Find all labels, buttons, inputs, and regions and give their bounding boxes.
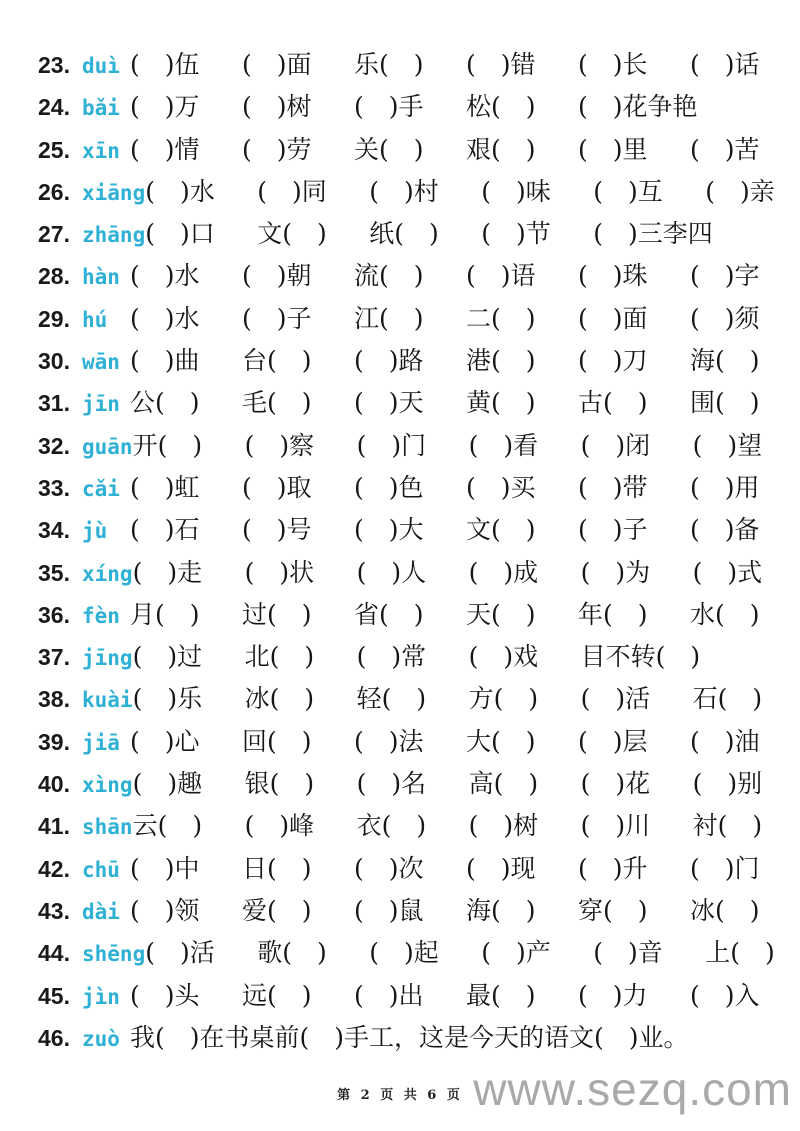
fill-blank-item: 文( ) — [466, 515, 536, 545]
exercise-row — [38, 721, 800, 763]
fill-blank-item: ( )头 — [130, 980, 200, 1010]
fill-blank-item: 石( ) — [692, 684, 763, 714]
fill-blank-item: ( )常 — [356, 642, 427, 672]
fill-blank-item: ( )三李四 — [593, 219, 713, 249]
fill-blank-item: ( )子 — [578, 515, 648, 545]
item-number: 44. — [38, 940, 70, 967]
pinyin-label: jīn — [82, 392, 120, 417]
fill-blank-item: 围( ) — [690, 388, 760, 418]
item-number: 28. — [38, 263, 70, 290]
fill-blank-item: 毛( ) — [242, 388, 312, 418]
fill-blank-item: ( )门 — [356, 430, 427, 460]
fill-blank-item: ( )层 — [578, 726, 648, 756]
exercise-row — [38, 552, 800, 594]
fill-blank-item: ( )面 — [242, 50, 312, 79]
fill-blank-item: ( )万 — [130, 92, 200, 122]
exercise-row — [38, 340, 800, 382]
fill-blank-item: ( )节 — [481, 219, 551, 249]
fill-blank-item: ( )状 — [244, 557, 315, 587]
fill-blank-item: ( )看 — [468, 430, 539, 460]
fill-blank-item: ( )朝 — [242, 261, 312, 291]
pinyin-label: xìng — [82, 773, 133, 798]
fill-blank-item: 衬( ) — [692, 811, 763, 841]
fill-blank-item: ( )劳 — [242, 134, 312, 164]
fill-blank-item: ( )名 — [356, 769, 427, 799]
item-number: 25. — [38, 136, 70, 163]
fill-blank-item: ( )路 — [354, 346, 424, 376]
fill-blank-item: ( )起 — [369, 938, 439, 968]
fill-blank-item: ( )珠 — [578, 261, 648, 291]
fill-blank-item: ( )乐 — [132, 684, 203, 714]
pinyin-label: jìn — [82, 984, 120, 1009]
item-number: 36. — [38, 601, 70, 628]
fill-blank-item: ( )用 — [690, 472, 760, 502]
item-number: 29. — [38, 305, 70, 332]
exercise-row — [38, 763, 800, 805]
fill-blank-item: 纸( ) — [369, 219, 439, 249]
fill-blank-item: ( )水 — [130, 303, 200, 333]
item-number: 32. — [38, 432, 70, 459]
fill-blank-item: 月( ) — [130, 599, 200, 629]
exercise-row — [38, 848, 800, 890]
fill-blank-item: ( )虹 — [130, 472, 200, 502]
fill-blank-item: 远( ) — [242, 980, 312, 1010]
fill-blank-item: ( )口 — [145, 219, 215, 249]
fill-blank-item: ( )活 — [145, 938, 215, 968]
fill-blank-item: 乐( ) — [354, 50, 424, 79]
fill-blank-item: ( )取 — [242, 472, 312, 502]
item-number: 39. — [38, 728, 70, 755]
fill-blank-item: ( )别 — [692, 769, 763, 799]
exercise-row — [38, 255, 800, 297]
fill-blank-item: 水( ) — [690, 599, 760, 629]
fill-blank-item: 爱( ) — [242, 895, 312, 925]
fill-blank-item: ( )音 — [593, 938, 663, 968]
fill-blank-item: ( )戏 — [468, 642, 539, 672]
fill-blank-item: ( )活 — [580, 684, 651, 714]
fill-blank-item: 文( ) — [257, 219, 327, 249]
fill-blank-item: 黄( ) — [466, 388, 536, 418]
fill-blank-item: ( )领 — [130, 895, 200, 925]
pinyin-label: jīng — [82, 646, 133, 671]
fill-blank-item: ( )曲 — [130, 346, 200, 376]
fill-blank-item: ( )石 — [130, 515, 200, 545]
pinyin-label: chū — [82, 857, 120, 882]
fill-blank-item: ( )花 — [580, 769, 651, 799]
fill-blank-item: 云( ) — [132, 811, 203, 841]
fill-blank-item: ( )中 — [130, 853, 200, 883]
fill-blank-item: ( )出 — [354, 980, 424, 1010]
fill-blank-item: ( )刀 — [578, 346, 648, 376]
fill-blank-item: 高( ) — [468, 769, 539, 799]
fill-blank-item: ( )备 — [690, 515, 760, 545]
item-number: 24. — [38, 94, 70, 121]
fill-blank-item: 大( ) — [466, 726, 536, 756]
item-number: 43. — [38, 897, 70, 924]
pinyin-label: shēng — [82, 942, 146, 967]
item-number: 35. — [38, 559, 70, 586]
fill-blank-item: 衣( ) — [356, 811, 427, 841]
exercise-row — [38, 86, 800, 128]
fill-blank-item: ( )为 — [580, 557, 651, 587]
fill-blank-item: ( )人 — [356, 557, 427, 587]
fill-blank-item: ( )味 — [481, 176, 551, 206]
fill-blank-item: 海( ) — [466, 895, 536, 925]
fill-blank-item: ( )峰 — [244, 811, 315, 841]
fill-blank-item: ( )同 — [257, 176, 327, 206]
item-number: 26. — [38, 178, 70, 205]
fill-blank-item: ( )苦 — [690, 134, 760, 164]
page-number: 第 2 页 共 6 页 — [337, 1088, 463, 1103]
fill-blank-item: ( )子 — [242, 303, 312, 333]
fill-blank-item: ( )天 — [354, 388, 424, 418]
fill-blank-item: 松( ) — [466, 92, 536, 122]
fill-blank-item: ( )趣 — [132, 769, 203, 799]
pinyin-label: hàn — [82, 265, 120, 290]
exercise-row — [38, 678, 800, 720]
item-number: 42. — [38, 855, 70, 882]
fill-blank-item: 省( ) — [354, 599, 424, 629]
exercise-row — [38, 509, 800, 551]
exercise-row — [38, 44, 800, 86]
fill-blank-item: ( )情 — [130, 134, 200, 164]
pinyin-label: guān — [82, 434, 133, 459]
fill-blank-item: ( )号 — [242, 515, 312, 545]
fill-blank-item: 公( ) — [130, 388, 200, 418]
exercise-row — [38, 171, 800, 213]
exercise-row — [38, 932, 800, 974]
fill-blank-item: ( )油 — [690, 726, 760, 756]
pinyin-label: jù — [82, 519, 108, 544]
item-number: 40. — [38, 771, 70, 798]
fill-blank-item: 二( ) — [466, 303, 536, 333]
pinyin-label: zhāng — [82, 223, 146, 248]
pinyin-label: duì — [82, 54, 120, 78]
item-number: 38. — [38, 686, 70, 713]
fill-blank-item: 流( ) — [354, 261, 424, 291]
fill-blank-item: ( )升 — [578, 853, 648, 883]
fill-blank-item: ( )须 — [690, 303, 760, 333]
fill-blank-item: 回( ) — [242, 726, 312, 756]
watermark: www.sezq.com — [473, 1063, 792, 1115]
fill-blank-item: ( )树 — [468, 811, 539, 841]
fill-blank-item: 穿( ) — [578, 895, 648, 925]
exercise-row — [38, 636, 800, 678]
item-number: 23. — [38, 52, 70, 78]
fill-blank-item: 目不转( ) — [580, 642, 701, 672]
item-number: 41. — [38, 813, 70, 840]
fill-blank-item: 轻( ) — [356, 684, 427, 714]
fill-blank-item: ( )鼠 — [354, 895, 424, 925]
fill-blank-item: 过( ) — [242, 599, 312, 629]
fill-blank-item: ( )手 — [354, 92, 424, 122]
fill-blank-item: ( )川 — [580, 811, 651, 841]
fill-blank-item: ( )过 — [132, 642, 203, 672]
fill-blank-item: ( )树 — [242, 92, 312, 122]
item-number: 31. — [38, 390, 70, 417]
fill-blank-item: 银( ) — [244, 769, 315, 799]
pinyin-label: shān — [82, 815, 133, 840]
fill-blank-item: ( )产 — [481, 938, 551, 968]
pinyin-label: wān — [82, 350, 120, 375]
fill-blank-item: 歌( ) — [257, 938, 327, 968]
fill-blank-item: 最( ) — [466, 980, 536, 1010]
fill-blank-item: ( )现 — [466, 853, 536, 883]
fill-blank-item: 北( ) — [244, 642, 315, 672]
exercise-row — [38, 382, 800, 424]
fill-blank-item: ( )错 — [466, 50, 536, 79]
exercise-row — [38, 213, 800, 255]
fill-blank-item: ( )买 — [466, 472, 536, 502]
pinyin-label: hú — [82, 307, 108, 332]
exercise-row — [38, 425, 800, 467]
fill-blank-item: 冰( ) — [244, 684, 315, 714]
pinyin-label: xíng — [82, 561, 133, 586]
item-number: 30. — [38, 348, 70, 375]
fill-blank-item: ( )心 — [130, 726, 200, 756]
fill-blank-item: ( )走 — [132, 557, 203, 587]
item-number: 46. — [38, 1024, 70, 1051]
fill-blank-item: ( )水 — [130, 261, 200, 291]
fill-blank-item: ( )语 — [466, 261, 536, 291]
pinyin-label: zuò — [82, 1026, 120, 1051]
fill-blank-item: ( )望 — [692, 430, 763, 460]
fill-blank-item: 台( ) — [242, 346, 312, 376]
fill-blank-item: 上( ) — [705, 938, 775, 968]
fill-blank-item: ( )大 — [354, 515, 424, 545]
item-number: 37. — [38, 644, 70, 671]
pinyin-label: xīn — [82, 138, 120, 163]
fill-blank-item: ( )长 — [578, 50, 648, 79]
exercise-rows — [38, 44, 800, 1059]
fill-blank-item: ( )门 — [690, 853, 760, 883]
pinyin-label: kuài — [82, 688, 133, 713]
fill-blank-item: ( )带 — [578, 472, 648, 502]
fill-blank-item: ( )伍 — [130, 50, 200, 79]
fill-blank-item: ( )话 — [690, 50, 760, 79]
fill-blank-item: ( )法 — [354, 726, 424, 756]
fill-blank-item: 开( ) — [132, 430, 203, 460]
pinyin-label: fèn — [82, 603, 120, 628]
fill-blank-item: 江( ) — [354, 303, 424, 333]
exercise-row — [38, 1017, 800, 1059]
fill-blank-item: 古( ) — [578, 388, 648, 418]
fill-blank-item: ( )亲 — [705, 176, 775, 206]
fill-blank-item: ( )里 — [578, 134, 648, 164]
fill-blank-item: ( )闭 — [580, 430, 651, 460]
fill-blank-item: ( )力 — [578, 980, 648, 1010]
pinyin-label: jiā — [82, 730, 120, 755]
pinyin-label: xiāng — [82, 180, 146, 205]
fill-blank-item: 天( ) — [466, 599, 536, 629]
fill-blank-item: ( )成 — [468, 557, 539, 587]
exercise-row — [38, 298, 800, 340]
exercise-row — [38, 975, 800, 1017]
fill-blank-item: 我( )在书桌前( )手工，这是今天的语文( )业。 — [130, 1022, 689, 1052]
fill-blank-item: ( )察 — [244, 430, 315, 460]
fill-blank-item: 海( ) — [690, 346, 760, 376]
fill-blank-item: 关( ) — [354, 134, 424, 164]
exercise-row — [38, 594, 800, 636]
footer-band — [0, 1060, 800, 1131]
fill-blank-item: ( )入 — [690, 980, 760, 1010]
item-number: 27. — [38, 221, 70, 248]
fill-blank-item: ( )字 — [690, 261, 760, 291]
fill-blank-item: ( )互 — [593, 176, 663, 206]
fill-blank-item: ( )次 — [354, 853, 424, 883]
exercise-row — [38, 467, 800, 509]
item-number: 33. — [38, 474, 70, 501]
exercise-row — [38, 129, 800, 171]
pinyin-label: bǎi — [82, 96, 120, 121]
fill-blank-item: ( )村 — [369, 176, 439, 206]
fill-blank-item: ( )水 — [145, 176, 215, 206]
pinyin-label: dài — [82, 899, 120, 924]
fill-blank-item: 艰( ) — [466, 134, 536, 164]
exercise-row — [38, 805, 800, 847]
fill-blank-item: 港( ) — [466, 346, 536, 376]
fill-blank-item: ( )式 — [692, 557, 763, 587]
fill-blank-item: ( )色 — [354, 472, 424, 502]
fill-blank-item: 冰( ) — [690, 895, 760, 925]
fill-blank-item: 年( ) — [578, 599, 648, 629]
exercise-row — [38, 890, 800, 932]
fill-blank-item: ( )面 — [578, 303, 648, 333]
item-number: 45. — [38, 982, 70, 1009]
fill-blank-item: 方( ) — [468, 684, 539, 714]
pinyin-label: cǎi — [82, 476, 120, 501]
fill-blank-item: ( )花争艳 — [578, 92, 698, 122]
fill-blank-item: 日( ) — [242, 853, 312, 883]
item-number: 34. — [38, 517, 70, 544]
